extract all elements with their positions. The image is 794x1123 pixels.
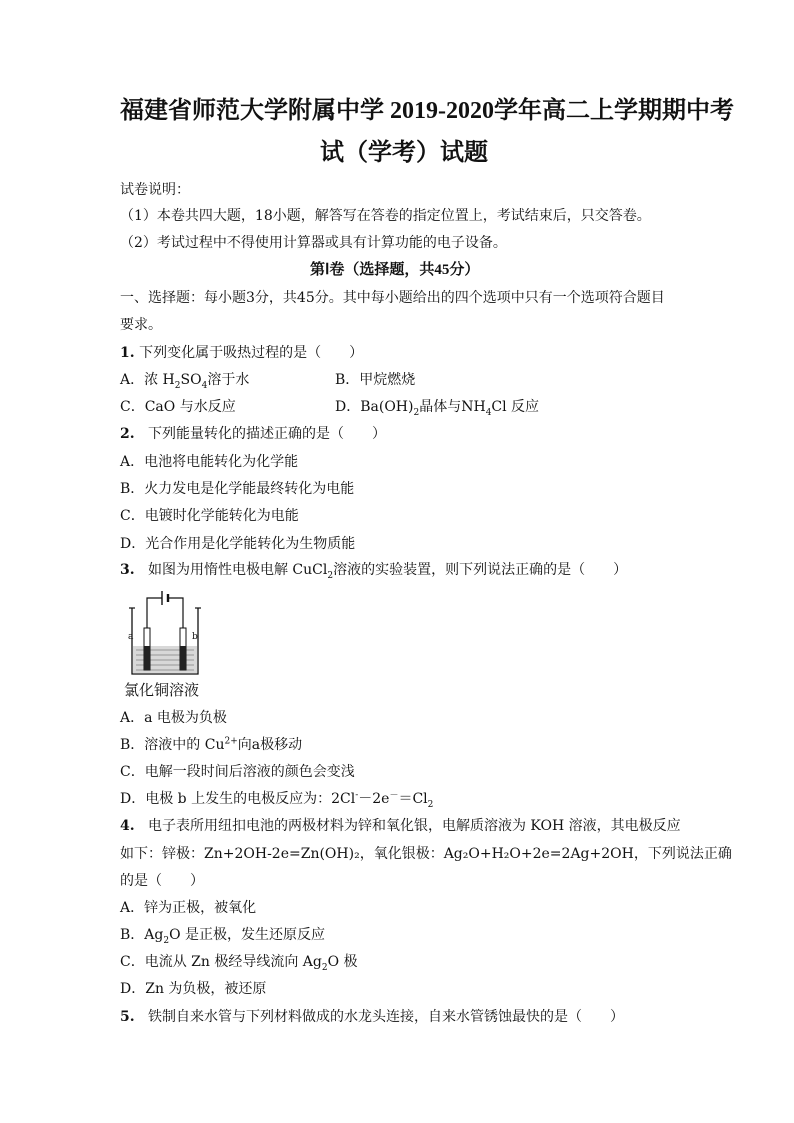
question-1: [120, 344, 363, 362]
question-number: 5.: [120, 1009, 135, 1025]
figure-caption: 氯化铜溶液: [124, 681, 200, 699]
instruction-item-1: （1）本卷共四大题，18小题，解答写在答卷的指定位置上，考试结束后，只交答卷。: [120, 208, 651, 224]
wire-left: [147, 598, 162, 628]
q2-option-c: C．电镀时化学能转化为电能: [120, 508, 299, 524]
q3-option-b: B．溶液中的 $Cu^{2+}$向a极移动: [120, 736, 303, 753]
q1-option-d: D．$Ba(OH)_2$晶体与$NH_4Cl$ 反应: [335, 399, 540, 418]
section-intro-line-2: 要求。: [120, 317, 162, 333]
instructions-heading: 试卷说明：: [120, 182, 190, 198]
q1-option-c: C．CaO 与水反应: [120, 399, 236, 415]
question-number: 4.: [120, 818, 135, 834]
section-title: 第Ⅰ卷（选择题，共45分）: [310, 262, 480, 278]
electrode-label-a: a: [128, 632, 134, 642]
q2-option-a: A．电池将电能转化为化学能: [120, 454, 299, 470]
question-stem: 下列能量转化的描述正确的是（ ）: [147, 426, 386, 442]
q2-option-b: B．火力发电是化学能最终转化为电能: [120, 481, 355, 497]
question-number: 2.: [120, 426, 135, 442]
question-number: 3.: [120, 562, 135, 578]
question-stem-line-1: 电子表所用纽扣电池的两极材料为锌和氧化银，电解质溶液为 KOH 溶液，其电极反应: [147, 818, 681, 834]
question-stem-line-2: 如下：锌极：Zn+2OH-2e=Zn(OH)₂，氧化银极：Ag₂O+H₂O+2e=2Ag+2OH，下列说法正确: [120, 846, 732, 862]
q3-option-d: D．电极 b 上发生的电极反应为：$2Cl^--2e^-=Cl_2$: [120, 790, 434, 810]
q4-option-a: A．锌为正极，被氧化: [120, 900, 257, 916]
electrode-b-submerged: [180, 646, 186, 670]
question-stem: 下列变化属于吸热过程的是（ ）: [139, 345, 364, 361]
q4-option-d: D．Zn 为负极，被还原: [120, 981, 267, 997]
question-stem: 铁制自来水管与下列材料做成的水龙头连接，自来水管锈蚀最快的是（ ）: [147, 1009, 624, 1025]
q3-option-c: C．电解一段时间后溶液的颜色会变浅: [120, 764, 355, 780]
electrolysis-apparatus-figure: [124, 588, 206, 682]
electrode-a-submerged: [144, 646, 150, 670]
title-line-2: 试（学考）试题: [320, 140, 488, 166]
q4-option-b: B．$Ag_2O$ 是正极，发生还原反应: [120, 927, 326, 946]
question-4: [120, 817, 681, 835]
q1-option-b: B．甲烷燃烧: [335, 372, 416, 388]
question-stem-line-3: 的是（ ）: [120, 873, 204, 889]
q1-option-a: A．浓 $H_2SO_4$溶于水: [120, 372, 250, 391]
question-number: 1.: [120, 345, 135, 361]
section-intro-line-1: 一、选择题：每小题3分，共45分。其中每小题给出的四个选项中只有一个选项符合题目: [120, 290, 665, 306]
q2-option-d: D．光合作用是化学能转化为生物质能: [120, 536, 356, 552]
q4-option-c: C．电流从 Zn 极经导线流向 $Ag_2O$ 极: [120, 954, 358, 973]
instruction-item-2: （2）考试过程中不得使用计算器或具有计算功能的电子设备。: [120, 235, 507, 251]
title-line-1: 福建省师范大学附属中学 2019-2020学年高二上学期期中考: [120, 98, 734, 124]
electrode-label-b: b: [192, 632, 198, 642]
question-5: [120, 1008, 624, 1026]
wire-right: [169, 598, 183, 628]
question-3: 3. 如图为用惰性电极电解 CuCl$_2$溶液的实验装置，则下列说法正确的是（ ）: [120, 562, 628, 581]
question-2: [120, 425, 386, 443]
q3-option-a: A．a 电极为负极: [120, 710, 227, 726]
